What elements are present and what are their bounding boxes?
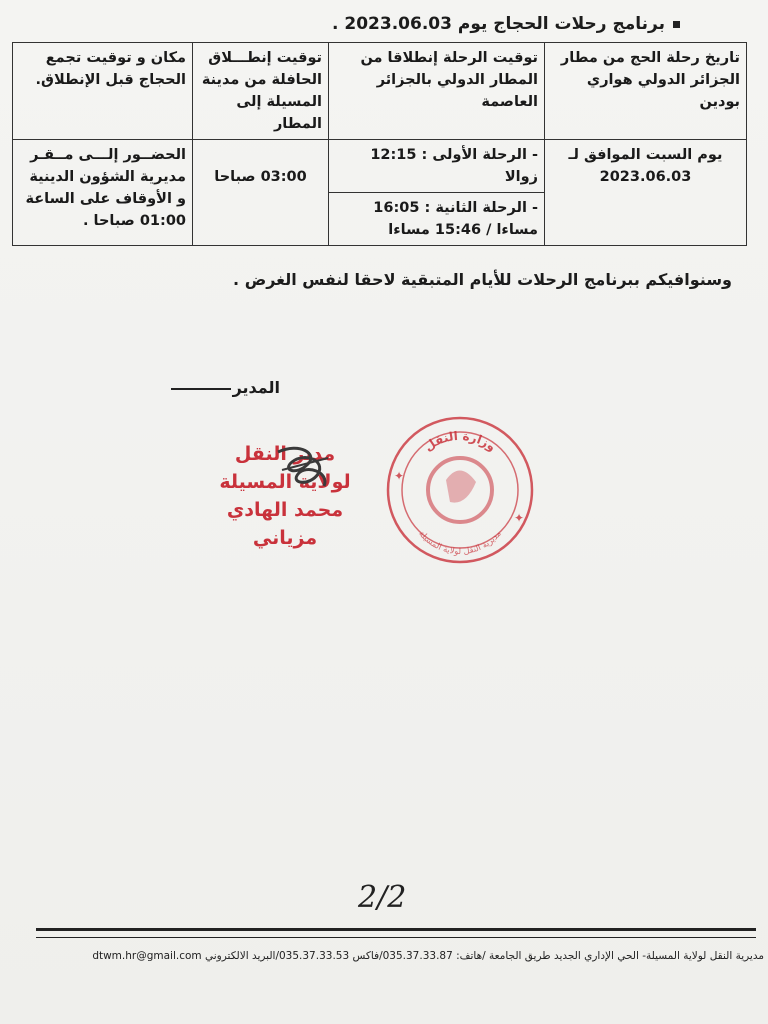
table-row: [13, 140, 747, 193]
closing-statement: وسنوافيكم ببرنامج الرحلات للأيام المتبقية لاحقا لنفس الغرض .: [233, 270, 732, 289]
header-date: تاريخ رحلة الحج من مطار الجزائر الدولي هواري بودين: [545, 43, 747, 140]
header-bus-departure: توقيت إنطـــلاق الحافلة من مدينة المسيلة إلى المطار: [193, 43, 329, 140]
footer-contact: [36, 950, 764, 962]
signature-scribble-icon: [270, 440, 340, 500]
header-flight-time: توقيت الرحلة إنطلاقا من المطار الدولي بالجزائر العاصمة: [329, 43, 545, 140]
signatory-label: المدير: [232, 378, 280, 397]
name-stamp: مدير النقل لولاية المسيلة محمد الهادي مزياني: [219, 443, 351, 549]
bullet-icon: [673, 21, 680, 28]
svg-text:وزارة النقل: وزارة النقل: [421, 428, 499, 454]
footer-divider: [36, 928, 756, 931]
heading-text: برنامج رحلات الحجاج يوم 2023.06.03 .: [332, 14, 665, 34]
header-assembly: مكان و توقيت تجمع الحجاج قبل الإنطلاق.: [13, 43, 193, 140]
footer-address: مديرية النقل لولاية المسيلة- الحي الإداري الجديد طريق الجامعة /هاتف: 035.37.33.87/فاكس 035.37.33.53/البريد الالكتروني: [205, 950, 764, 962]
cell-date: يوم السبت الموافق لـ 2023.06.03: [545, 140, 747, 246]
table-header-row: [13, 43, 747, 140]
svg-text:مديرية النقل لولاية المسيلة: مديرية النقل لولاية المسيلة: [416, 528, 504, 558]
cell-bus-time: 03:00 صباحا: [193, 140, 329, 246]
document-heading: [260, 14, 680, 34]
svg-text:✦: ✦: [394, 469, 405, 483]
cell-assembly: الحضــور إلـــى مــقـر مديرية الشؤون الدينية و الأوقاف على الساعة 01:00 صباحا .: [13, 140, 193, 246]
svg-text:✦: ✦: [514, 511, 525, 525]
flights-table: [12, 42, 747, 246]
footer-email: dtwm.hr@gmail.com: [92, 950, 202, 962]
page-number: 2/2: [358, 880, 407, 915]
cell-flight-2: - الرحلة الثانية : 16:05 مساءا / 15:46 مساءا: [329, 193, 545, 246]
signatory-title: [150, 378, 280, 397]
cell-flight-1: - الرحلة الأولى : 12:15 زوالا: [329, 140, 545, 193]
official-seal-icon: [380, 410, 540, 570]
footer-divider: [36, 937, 756, 938]
signature-line: [171, 388, 231, 390]
